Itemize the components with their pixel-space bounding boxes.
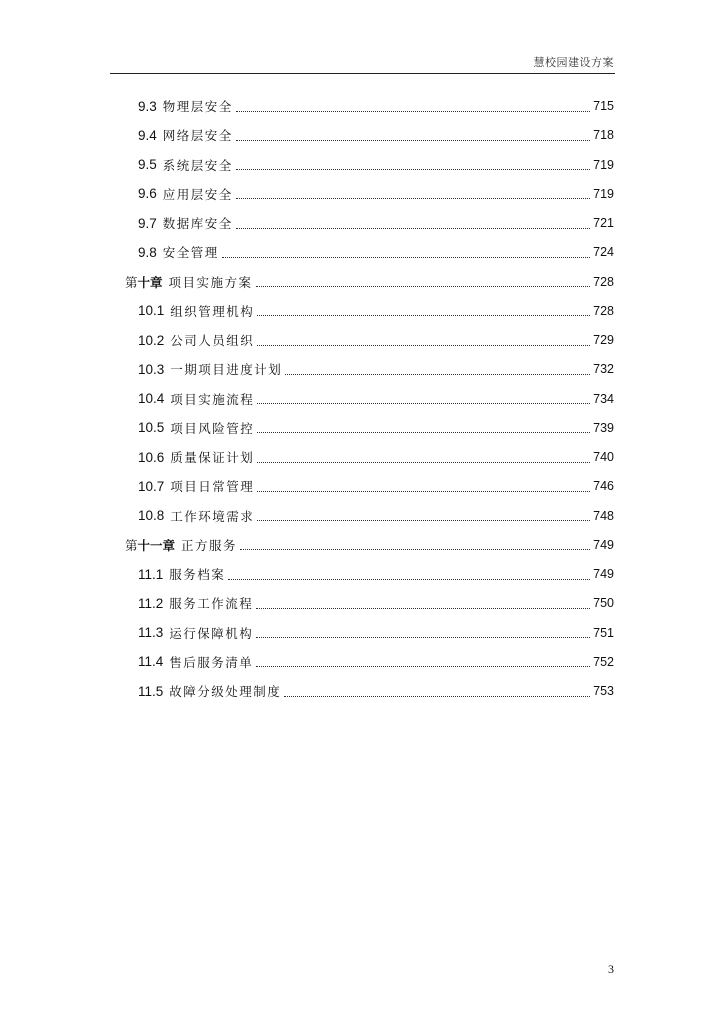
toc-dot-leader (257, 462, 590, 463)
toc-chapter-prefix: 第 (125, 274, 138, 290)
toc-section-entry[interactable] (138, 505, 614, 527)
toc-dot-leader (240, 549, 590, 550)
toc-dot-leader (256, 608, 590, 609)
toc-section-entry[interactable] (138, 622, 614, 644)
toc-entry-page: 721 (593, 216, 614, 230)
toc-entry-number: 10.4 (138, 391, 165, 406)
toc-section-entry[interactable] (138, 446, 614, 468)
toc-entry-title: 故障分级处理制度 (169, 684, 282, 699)
toc-entry-title: 系统层安全 (162, 157, 233, 173)
toc-chapter-number: 十一章 (137, 537, 176, 553)
toc-entry-number: 9.5 (138, 157, 157, 172)
toc-section-entry[interactable] (138, 154, 614, 176)
toc-entry-page: 752 (593, 654, 614, 669)
toc-section-entry[interactable] (138, 563, 614, 585)
toc-dot-leader (236, 169, 590, 170)
toc-entry-number: 11.4 (138, 654, 164, 670)
toc-section-entry[interactable] (138, 300, 614, 322)
toc-entry-number: 10.6 (138, 449, 165, 465)
running-header-title: 慧校园建设方案 (533, 56, 614, 69)
toc-entry-title: 数据库安全 (162, 216, 233, 231)
toc-dot-leader (222, 257, 590, 258)
toc-entry-number: 11.5 (138, 683, 164, 699)
toc-entry-title: 公司人员组织 (170, 333, 255, 348)
toc-chapter-prefix: 第 (125, 537, 138, 553)
toc-entry-page: 729 (593, 333, 614, 347)
toc-entry-title: 项目风险管控 (170, 420, 255, 436)
toc-entry-number: 9.4 (138, 127, 157, 143)
toc-dot-leader (257, 403, 590, 404)
toc-entry-number: 10.5 (138, 420, 165, 436)
toc-entry-page: 728 (593, 303, 614, 318)
toc-entry-title: 服务档案 (169, 567, 226, 582)
toc-dot-leader (236, 111, 590, 112)
toc-entry-number: 10.2 (138, 332, 165, 348)
toc-entry-page: 749 (593, 567, 614, 581)
toc-section-entry[interactable] (138, 651, 614, 673)
toc-entry-number: 10.7 (138, 478, 165, 494)
toc-dot-leader (256, 666, 590, 667)
toc-entry-number: 9.3 (138, 98, 157, 114)
toc-entry-title: 质量保证计划 (170, 450, 255, 465)
toc-section-entry[interactable] (138, 329, 614, 351)
toc-section-entry[interactable] (138, 388, 614, 410)
toc-entry-title: 网络层安全 (162, 128, 233, 144)
toc-entry-title: 运行保障机构 (169, 625, 254, 641)
toc-dot-leader (228, 579, 590, 580)
toc-entry-page: 719 (593, 186, 614, 201)
toc-entry-number: 11.2 (138, 595, 164, 611)
toc-dot-leader (257, 315, 590, 316)
toc-section-entry[interactable] (138, 417, 614, 439)
toc-entry-number: 10.8 (138, 508, 165, 523)
toc-entry-title: 正方服务 (181, 537, 238, 553)
toc-section-entry[interactable] (138, 592, 614, 614)
toc-section-entry[interactable] (138, 241, 614, 263)
toc-dot-leader (256, 637, 590, 638)
toc-entry-page: 718 (593, 128, 614, 143)
toc-entry-number: 11.3 (138, 625, 164, 640)
toc-entry-page: 748 (593, 508, 614, 523)
toc-dot-leader (257, 520, 590, 521)
toc-entry-page: 749 (593, 537, 614, 552)
toc-entry-title: 项目实施方案 (168, 274, 253, 290)
toc-dot-leader (257, 432, 590, 433)
toc-section-entry[interactable] (138, 358, 614, 380)
toc-section-entry[interactable] (138, 212, 614, 234)
toc-entry-page: 739 (593, 420, 614, 435)
toc-dot-leader (236, 198, 590, 199)
toc-dot-leader (236, 228, 590, 229)
toc-entry-title: 物理层安全 (162, 99, 233, 114)
toc-entry-page: 732 (593, 362, 614, 377)
toc-dot-leader (236, 140, 590, 141)
toc-entry-page: 751 (593, 625, 614, 640)
page-number: 3 (608, 962, 614, 976)
toc-entry-title: 项目日常管理 (170, 479, 255, 495)
toc-entry-number: 9.8 (138, 244, 157, 260)
toc-entry-title: 服务工作流程 (169, 596, 254, 612)
toc-dot-leader (257, 345, 590, 346)
toc-entry-page: 750 (593, 596, 614, 611)
header-rule (110, 73, 615, 74)
toc-entry-number (125, 536, 175, 554)
toc-dot-leader (284, 696, 590, 697)
toc-entry-number: 9.7 (138, 215, 157, 231)
toc-entry-page: 753 (593, 684, 614, 698)
toc-entry-page: 724 (593, 245, 614, 260)
toc-entry-title: 安全管理 (162, 245, 219, 261)
toc-entry-page: 734 (593, 391, 614, 406)
toc-section-entry[interactable] (138, 680, 614, 702)
toc-entry-title: 工作环境需求 (170, 508, 255, 524)
toc-entry-number: 10.3 (138, 361, 165, 377)
toc-section-entry[interactable] (138, 95, 614, 117)
toc-chapter-entry[interactable] (125, 271, 614, 293)
toc-dot-leader (285, 374, 590, 375)
toc-chapter-number: 十章 (137, 274, 163, 290)
toc-dot-leader (257, 491, 590, 492)
toc-entry-title: 一期项目进度计划 (170, 362, 283, 378)
toc-entry-title: 组织管理机构 (170, 303, 255, 319)
toc-entry-title: 售后服务清单 (169, 654, 254, 670)
toc-section-entry[interactable] (138, 124, 614, 146)
toc-entry-page: 740 (593, 450, 614, 464)
toc-section-entry[interactable] (138, 475, 614, 497)
toc-entry-page: 719 (593, 157, 614, 172)
toc-entry-title: 应用层安全 (162, 186, 233, 202)
toc-entry-page: 715 (593, 99, 614, 113)
toc-entry-number: 11.1 (138, 566, 164, 582)
toc-chapter-entry[interactable] (125, 534, 614, 556)
toc-entry-number (125, 273, 163, 291)
toc-entry-title: 项目实施流程 (170, 391, 255, 407)
toc-entry-page: 746 (593, 479, 614, 494)
toc-entry-number: 10.1 (138, 303, 165, 319)
toc-section-entry[interactable] (138, 183, 614, 205)
toc-dot-leader (256, 286, 591, 287)
toc-entry-number: 9.6 (138, 186, 157, 202)
toc-entry-page: 728 (593, 274, 614, 289)
